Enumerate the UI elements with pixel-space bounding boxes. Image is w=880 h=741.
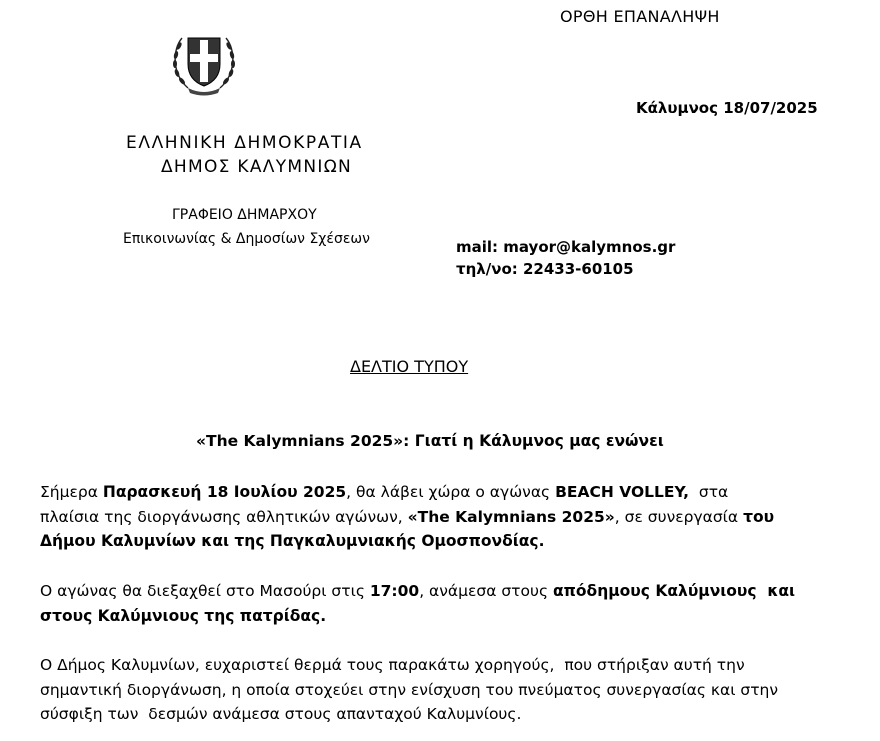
- press-release-title: ΔΕΛΤΙΟ ΤΥΠΟΥ: [350, 357, 469, 376]
- document-date: Κάλυμνος 18/07/2025: [636, 99, 818, 117]
- paragraph-line: Ο Δήμος Καλυμνίων, ευχαριστεί θερμά τους παρακάτω χορηγούς, που στήριξαν αυτή την: [40, 656, 745, 674]
- office-department: Επικοινωνίας & Δημοσίων Σχέσεων: [123, 231, 370, 247]
- header-republic: ΕΛΛΗΝΙΚΗ ΔΗΜΟΚΡΑΤΙΑ: [126, 133, 363, 153]
- headline: «The Kalymnians 2025»: Γιατί η Κάλυμνος μας ενώνει: [196, 432, 664, 450]
- greek-coat-of-arms-icon: [168, 30, 240, 98]
- reissue-label: ΟΡΘΗ ΕΠΑΝΑΛΗΨΗ: [560, 7, 720, 26]
- paragraph-line: Δήμου Καλυμνίων και της Παγκαλυμνιακής Ομοσπονδίας.: [40, 532, 545, 550]
- paragraph-line: Σήμερα Παρασκευή 18 Ιουλίου 2025, θα λάβει χώρα ο αγώνας BEACH VOLLEY, στα: [40, 483, 729, 501]
- paragraph-line: στους Καλύμνιους της πατρίδας.: [40, 606, 327, 625]
- office-name: ΓΡΑΦΕΙΟ ΔΗΜΑΡΧΟΥ: [172, 207, 317, 223]
- contact-phone: τηλ/νο: 22433-60105: [456, 260, 634, 278]
- paragraph-line: σύσφιξη των δεσμών ανάμεσα στους απανταχού Καλυμνίους.: [40, 705, 522, 723]
- paragraph-line: σημαντική διοργάνωση, η οποία στοχεύει στην ενίσχυση του πνεύματος συνεργασίας και στην: [40, 680, 779, 699]
- paragraph-line: Ο αγώνας θα διεξαχθεί στο Μασούρι στις 17:00, ανάμεσα στους απόδημους Καλύμνιους και: [40, 582, 796, 600]
- paragraph-thanks: [40, 653, 820, 727]
- paragraph-match-details: [40, 579, 820, 628]
- paragraph-line: πλαίσια της διοργάνωσης αθλητικών αγώνων, «The Kalymnians 2025», σε συνεργασία του: [40, 507, 775, 526]
- header-municipality: ΔΗΜΟΣ ΚΑΛΥΜΝΙΩΝ: [161, 157, 353, 177]
- paragraph-announcement: [40, 480, 820, 554]
- contact-mail: mail: mayor@kalymnos.gr: [456, 238, 676, 256]
